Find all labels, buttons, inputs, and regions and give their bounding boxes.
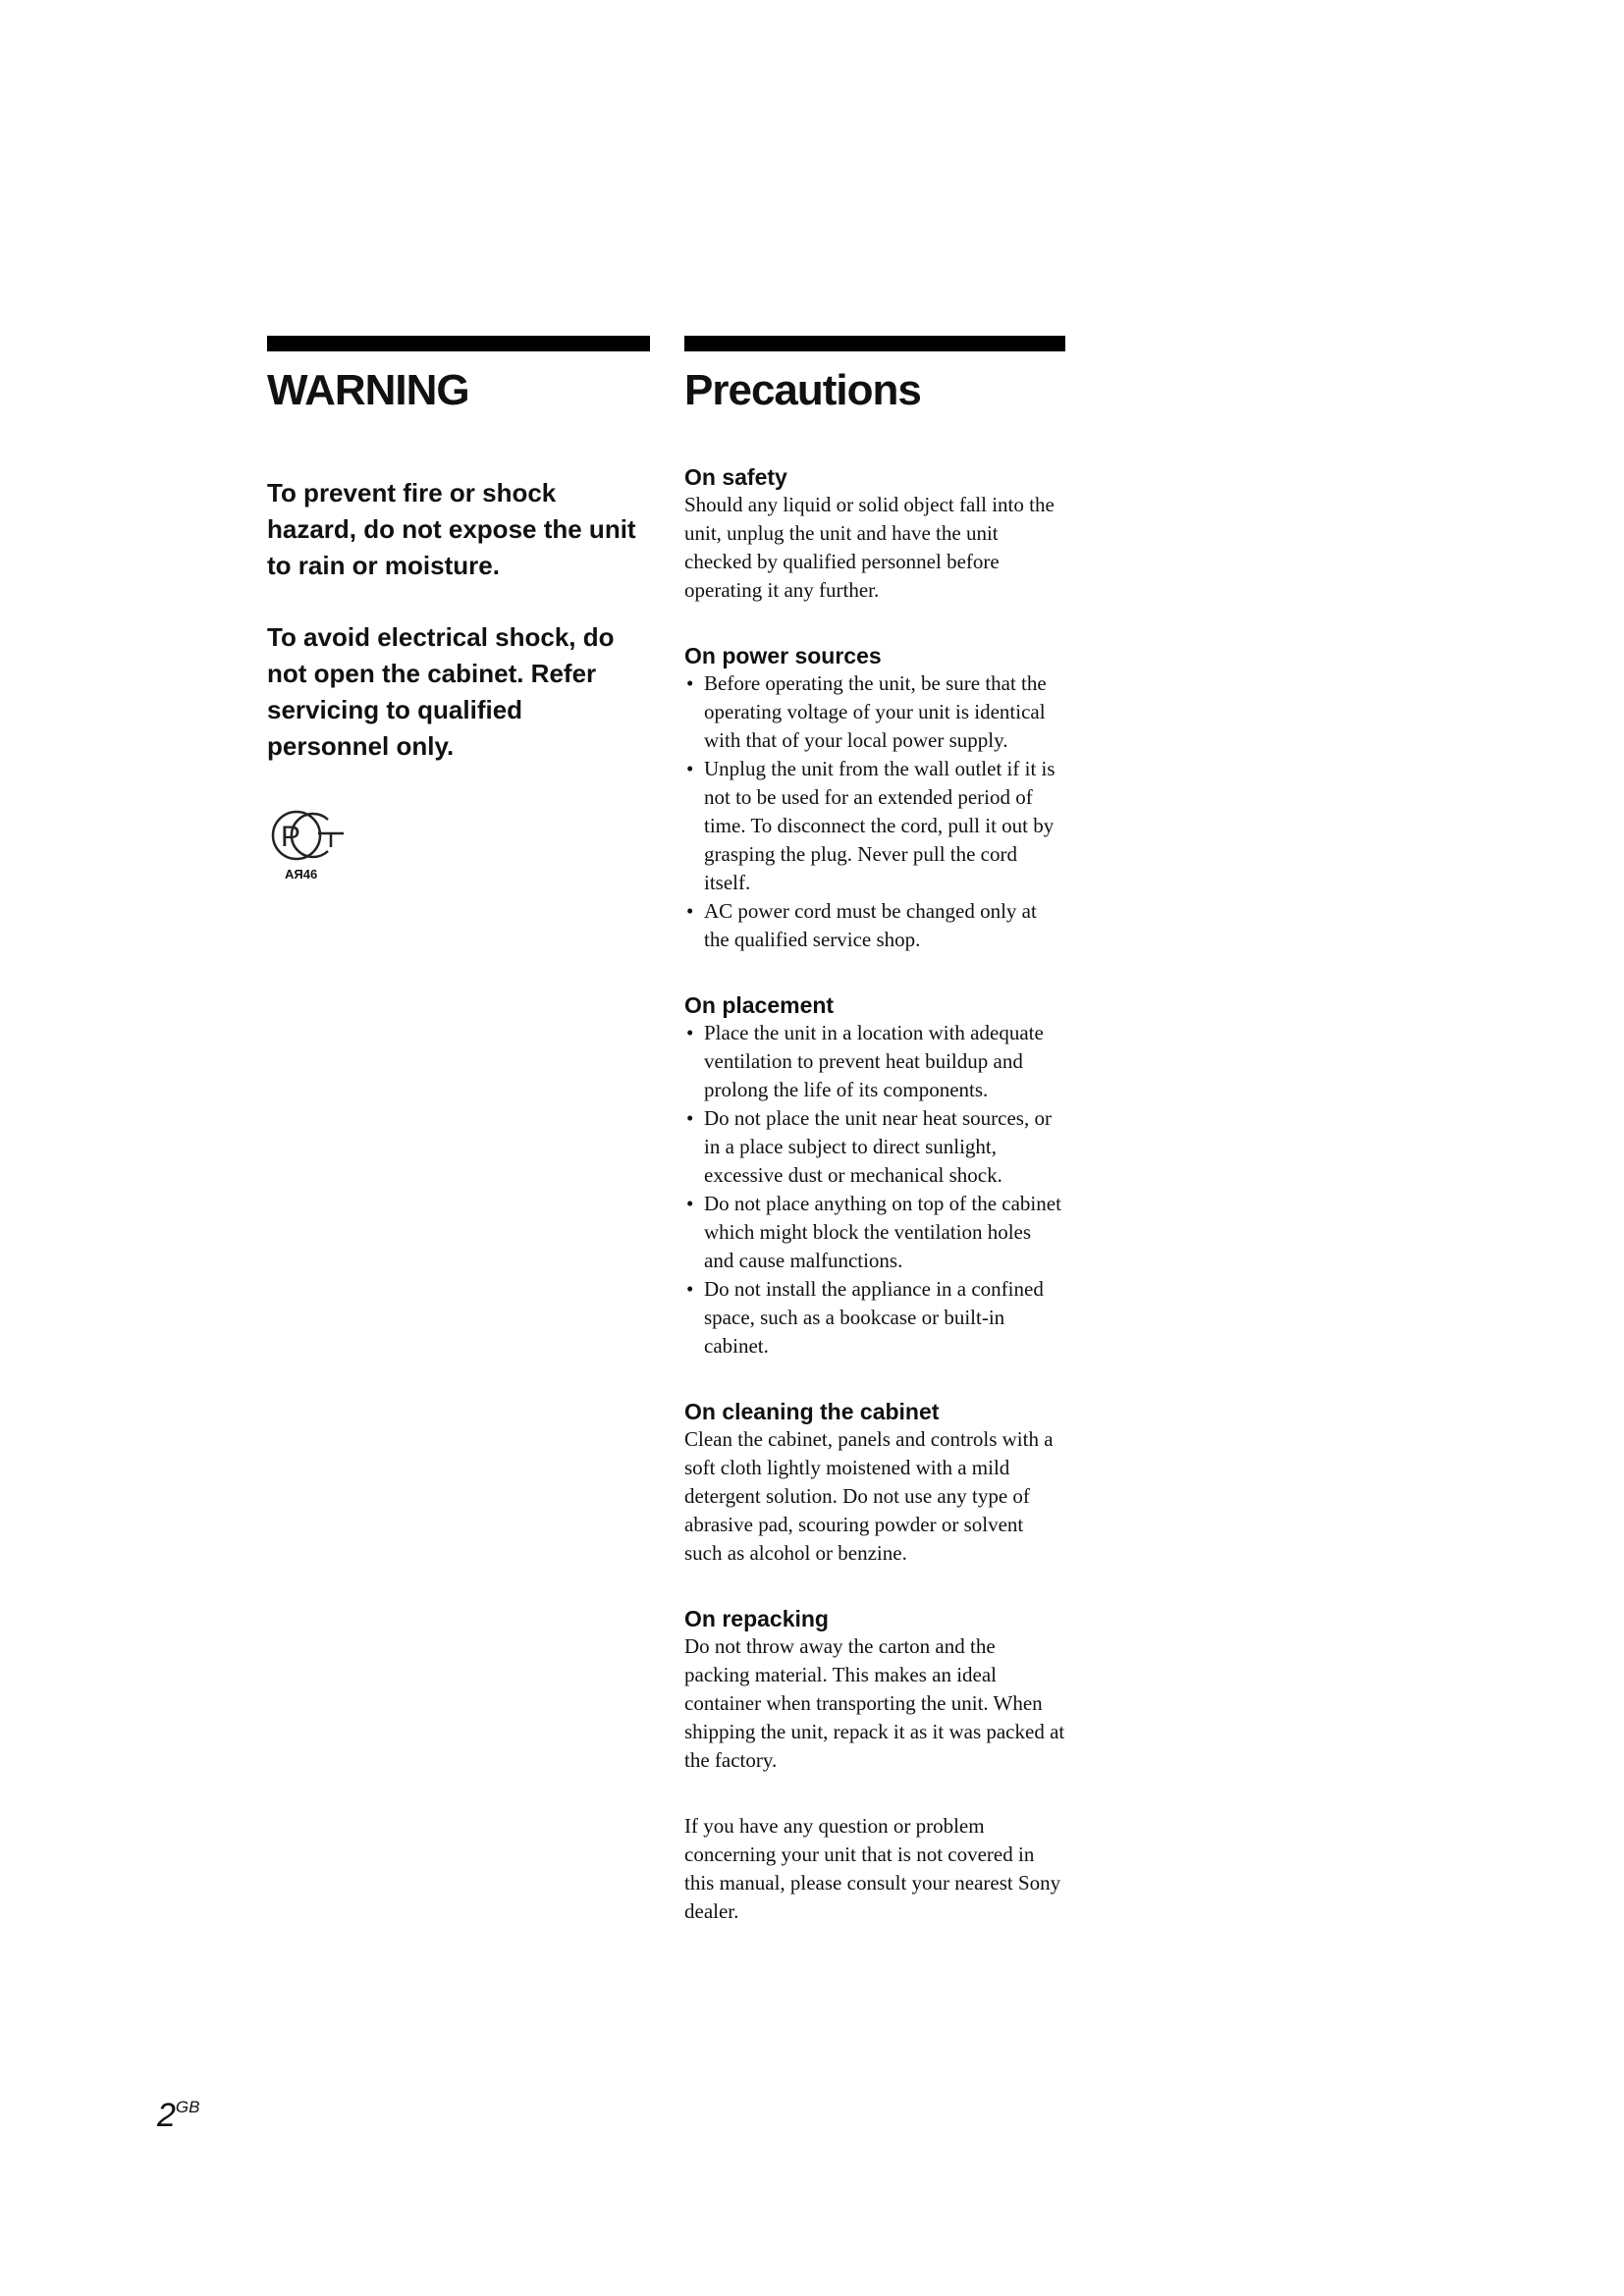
section-on-safety bbox=[684, 463, 1065, 605]
section-heading: On repacking bbox=[684, 1606, 829, 1631]
svg-text:P: P bbox=[281, 821, 301, 853]
page-number bbox=[157, 2097, 199, 2135]
pct-certification-icon bbox=[267, 806, 355, 865]
bullet-list bbox=[684, 669, 1065, 954]
section-heading: On power sources bbox=[684, 643, 882, 668]
bullet-list bbox=[684, 1019, 1065, 1361]
page-number-value: 2 bbox=[157, 2097, 176, 2134]
warning-title: WARNING bbox=[267, 366, 469, 414]
certification-code: AЯ46 bbox=[285, 867, 318, 881]
section-heading: On cleaning the cabinet bbox=[684, 1399, 940, 1424]
list-item: • AC power cord must be changed only at the qualified service shop. bbox=[684, 897, 1065, 954]
list-item: • Do not install the appliance in a confined space, such as a bookcase or built-in cabinet. bbox=[684, 1275, 1065, 1361]
list-item: • Unplug the unit from the wall outlet if it is not to be used for an extended period of time. To disconnect the cord, pull it out by grasping the plug. Never pull the cord itself. bbox=[684, 755, 1065, 897]
list-item: • Before operating the unit, be sure that the operating voltage of your unit is identical with that of your local power supply. bbox=[684, 669, 1065, 755]
closing-note: If you have any question or problem concerning your unit that is not covered in this manual, please consult your nearest Sony dealer. bbox=[684, 1814, 1061, 1923]
section-rule bbox=[267, 336, 650, 351]
list-item: • Place the unit in a location with adequate ventilation to prevent heat buildup and prolong the life of its components. bbox=[684, 1019, 1065, 1104]
page-number-suffix: GB bbox=[175, 2098, 200, 2116]
section-text: Should any liquid or solid object fall into the unit, unplug the unit and have the unit checked by qualified personnel before operating it any further. bbox=[684, 493, 1055, 602]
section-text: Do not throw away the carton and the packing material. This makes an ideal container when transporting the unit. When shipping the unit, repack it as it was packed at the factory. bbox=[684, 1634, 1065, 1772]
precautions-column bbox=[684, 336, 1065, 1926]
section-rule bbox=[684, 336, 1065, 351]
section-heading: On placement bbox=[684, 992, 835, 1018]
section-heading: On safety bbox=[684, 464, 787, 490]
precautions-title: Precautions bbox=[684, 366, 921, 414]
warning-paragraph-shock: To avoid electrical shock, do not open the cabinet. Refer servicing to qualified personnel only. bbox=[267, 622, 615, 761]
section-on-cleaning bbox=[684, 1398, 1065, 1568]
list-item: • Do not place the unit near heat sources, or in a place subject to direct sunlight, excessive dust or mechanical shock. bbox=[684, 1104, 1065, 1190]
certification-mark bbox=[267, 806, 355, 881]
section-on-repacking bbox=[684, 1605, 1065, 1775]
list-item: • Do not place anything on top of the cabinet which might block the ventilation holes and cause malfunctions. bbox=[684, 1190, 1065, 1275]
warning-column bbox=[267, 336, 650, 881]
warning-paragraph-fire: To prevent fire or shock hazard, do not expose the unit to rain or moisture. bbox=[267, 478, 636, 580]
section-on-placement bbox=[684, 991, 1065, 1361]
section-text: Clean the cabinet, panels and controls with a soft cloth lightly moistened with a mild detergent solution. Do not use any type of abrasive pad, scouring powder or solvent such as alcohol or benzine. bbox=[684, 1427, 1054, 1565]
section-on-power-sources bbox=[684, 642, 1065, 954]
